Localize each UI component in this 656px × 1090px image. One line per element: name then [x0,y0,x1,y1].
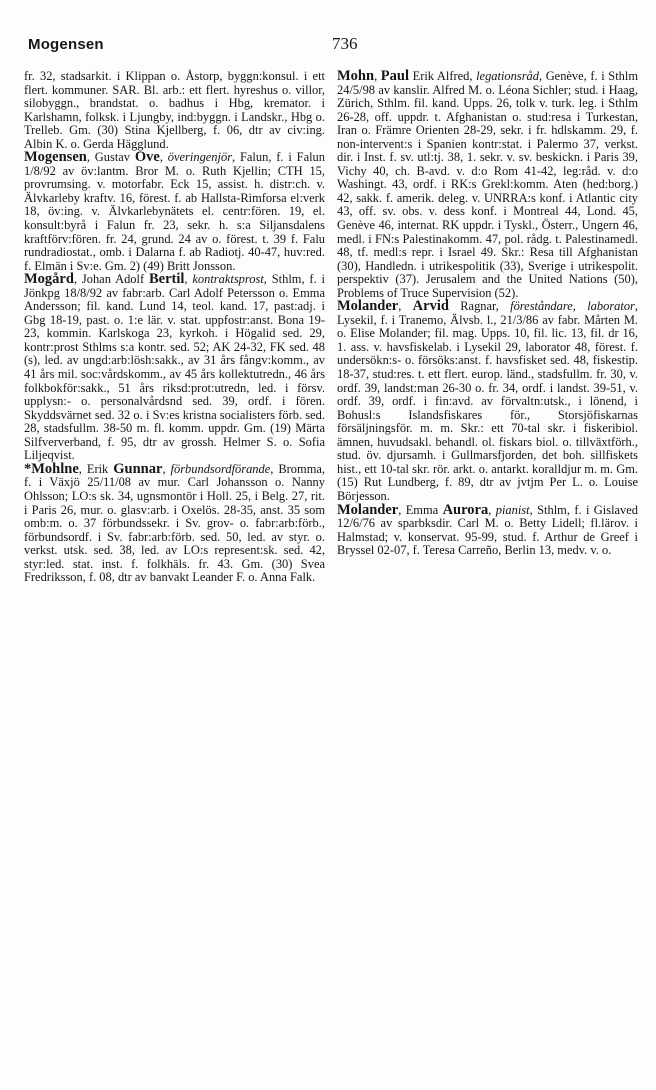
entry [24,70,325,151]
right-column [337,70,638,585]
entry-surname: Molander [337,298,399,315]
entry-given-names: , [374,69,381,83]
entry-call-name: Paul [380,68,409,84]
entry-text: , Falun, f. i Falun 1/8/92 av öv:lantm. Bror M. o. Ruth Kjellin; CTH 15, provrumsing. v. motorfabr. Eck 15, assist. h. distr:ch. v. Älvkarleby kraftv. 16, förest. f. ab Hallsta-Rimforsa el:verk 18, öv:ing. v. Älvkarlebynätets el. centr:fören. 19, el. konsult:byrå i Falun fr. 23, sekr. h. s:a Siljansdalens kraftförv:fören. fr. 24, grund. 24 av o. förest. t. 39 f. Falu rundradiostat., omb. i Dalarna f. ab Radiotj. 40-47, huv:red. f. Elmän i Sv:e. Gm. 2) (49) Britt Jonsson. [24,150,325,273]
entry-text: , Bromma, f. i Växjö 25/11/08 av mur. Carl Johansson o. Nanny Ohlsson; LO:s sk. 34, ugnsmontör i Holl. 25, i Belg. 27, rit. i Paris 26, mur. o. glasv:arb. i Oxelös. 28-35, anst. 35 som omb:m. o. 37 förbundssekr. i Sv. grov- o. fabr:arb:förb., förbundsordf. i Sv. fabr:arb:förb. sed. 50, led. av styr. o. verkst. utsk. sed. 38, led. av LO:s represent:sk. sed. 42, styr:led. stat. inst. f. folkhäls. fr. 43. Gm. (30) Svea Fredriksson, f. 08, dtr av banvakt Leander F. o. Anna Falk. [24,461,326,585]
entry-given-names-rest: , [159,150,168,165]
entry-given-names-rest: Ragnar, [448,299,511,314]
text-columns [24,70,638,585]
entry-given-names-rest: , [162,461,171,476]
entry-title: legationsråd [476,69,539,83]
entry-title: kontraktsprost [192,272,264,287]
entry-given-names-rest: Erik Alfred, [409,69,477,83]
entry-call-name: Bertil [148,271,185,288]
entry-text: , Lysekil, f. i Tranemo, Älvsb. l., 21/3/86 av fabr. Mårten M. o. Elise Molander; fil. mag. Upps. 10, fil. lic. 13, fil. dr 16, 1. ass. v. havsfiskelab. i Lysekil 29, laborator 48, förest. f. undersökn:s- o. försöks:anst. f. havsfisket sed. 48, fiskestip. 18-37, stud:res. t. ett flert. europ. länd., stadsfullm. fr. 30, v. ordf. 39, landst:man 26-30 o. fr. 34, ordf. i landst. 39-51, v. ordf. 39, ordf. i fin:avd. av förvaltn:utsk., i lönend, i Bohusl:s Islandsfiskares för., Storsjöfiskarnas försäljningsför. m. m. Skr.: ett 70-tal skr. i fiskeribiol. ämnen, huvudsakl. behandl. ol. fiskars biol. o. tillväxtförh., stud. öv. djursamh. i Gullmarsfjorden, det boh. sillfiskets hist., ett 10-tal skr. rör. arkt. o. antarkt. koralldjur m. m. Gm. (15) Rut Lundberg, f. 89, dtr av jvtjm Per L. o. Louise Börjesson. [337,299,639,503]
entry-given-names-rest: , [488,502,496,517]
entry-title: överingenjör [167,150,233,165]
entry-given-names: , Johan Adolf [73,272,149,287]
entry-call-name: Gunnar [113,460,163,477]
entry-surname: Mogensen [24,149,87,166]
entry-given-names-rest: , [184,272,193,287]
entry [24,151,325,273]
entry-surname: Mohn [337,68,375,84]
entry [24,460,326,585]
running-head-word: Mogensen [28,36,104,53]
entry-call-name: Aurora [442,501,489,518]
page-number: 736 [332,34,358,53]
entry-given-names: , Gustav [86,150,135,165]
entry-given-names: , Erik [78,461,114,476]
entry-text: , Sthlm, f. i Gislaved 12/6/76 av sparbksdir. Carl M. o. Betty Lidell; fl.lärov. i Halmstad; v. konservat. 95-99, stud. f. Arthur de Greef i Bryssel 02-07, f. Teresa Carreño, Berlin 13, medv. v. o. [337,502,639,558]
entry-call-name: Ove [134,149,160,166]
entry-title: förbundsordförande [170,461,271,476]
entry-call-name: Arvid [412,298,449,315]
entry-surname: *Mohlne [24,460,79,477]
entry [337,501,639,558]
entry-surname: Mogård [24,271,74,288]
left-column [24,70,325,585]
entry-text: fr. 32, stadsarkit. i Klippan o. Åstorp, byggn:konsul. i ett flert. kommuner. SAR. Bl. arb.: ett flert. hyreshus o. villor, silobyggn., brandstat. o. badhus i Hbg, kremator. i Karlshamn, folksk. i Ljungby, ind:byggn. i Landskr., Hbg o. Trelleb. Gm. (30) Stina Kjellberg, f. 06, dtr av civ:ing. Albin K. o. Gerda Hägglund. [24,69,325,151]
entry [24,273,325,463]
entry-given-names: , Emma [398,502,443,517]
running-head [28,28,640,58]
entry-surname: Molander [337,501,399,518]
entry [337,300,638,503]
entry-title: föreståndare, laborator [510,299,635,314]
entry-given-names: , [398,299,413,314]
entry-text: , Genève, f. i Sthlm 24/5/98 av kanslir. Alfred M. o. Léona Sichler; stud. i Haag, Zürich, Sthlm. fil. kand. Upps. 26, tolk v. turk. leg. i Sthlm 26-28, off. uppdr. t. Afghanistan o. stud:resa i Turkestan, Iran o. Främre Orienten 28-29, sekr. i fr. hdlskamm. 29, f. non-intervent:s i Spanien kontr:stat. i Palermo 37, verkst. dir. i Inst. f. sv. utl:tj. 38, 1. sekr. v. sv. beskickn. i Paris 39, Vichy 40, ch. B-avd. v. d:o Rom 41-42, leg:råd. v. d:o Washingt. 43, ordf. i RK:s Grekl:komm. Aten (hed:borg.) 42, sakk. f. amerik. deleg. v. UNRRA:s konf. i Atlantic city 43, off. sv. obs. v. dess konf. i Montreal 44, Lond. 45, Genève 46, internat. RK uppdr. i Tyskl., Österr., Ungern 46, medl. i FN:s Palestinakomm. 47, pol. rådg. t. Palestinamedl. 48, tf. medl:s repr. i Israel 49. Skr.: Resa till Afghanistan (30), Handledn. i utrikespolitik (33), Sverige i utrikespolit. perspektiv (37). Jerusalem and the United Nations (50), Problems of Truce Supervision (52). [337,69,639,300]
entry-text: , Sthlm, f. i Jönkpg 18/8/92 av fabr:arb. Carl Adolf Petersson o. Emma Andersson; fil. kand. Lund 14, teol. kand. 17, past:adj. i Gbg 18-19, past. o. 1:e lär. v. stat. uppfostr:anst. Bona 19-23, kommin. Karlskoga 23, kyrkoh. i Högalid sed. 29, kontr:prost Sthlms s:a kontr. sed. 52; AK 24-32, FK sed. 48 (s), led. av ungd:arb:lösh:sakk., av 31 års fångv:komm., av 41 års mil. soc:vårdskomm., av 45 års kollektutredn., 46 års folkbokför:sakk., 51 års riksd:prot:utredn, led. i försv. upplysn:- o. personalvårdsnd sed. 39, ordf. i fören. Skyddsvärnet sed. 32 o. i Sv:es kristna socialisters förb. sed. 28, stadsfullm. 38-50 m. fl. komm. uppdr. Gm. (19) Märta Silfververband, f. 95, dtr av grossh. Helmer S. o. Sofia Liljeqvist. [24,272,325,463]
entry-title: pianist [495,502,530,517]
entry [337,70,638,300]
